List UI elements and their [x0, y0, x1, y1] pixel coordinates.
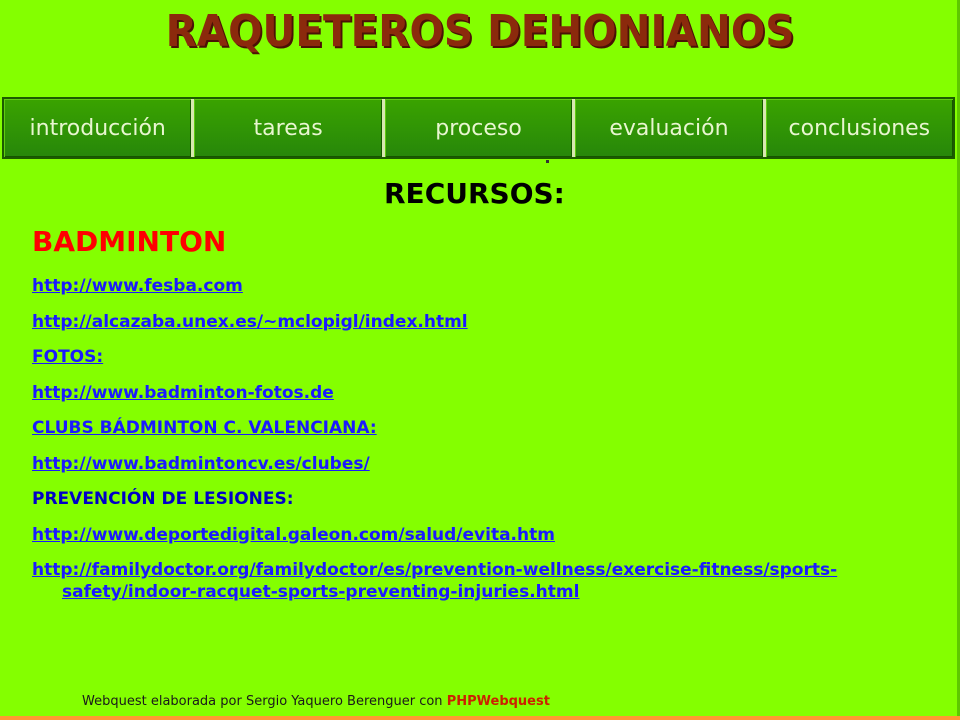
list-item	[32, 488, 932, 510]
decorative-dot	[546, 160, 549, 163]
footer-credit	[82, 694, 550, 709]
footer-text: Webquest elaborada por Sergio Yaquero Berenguer con	[82, 694, 447, 709]
list-item	[32, 453, 932, 475]
list-item	[32, 346, 932, 368]
main-nav	[2, 97, 955, 159]
list-item	[32, 417, 932, 439]
list-item	[32, 311, 932, 333]
nav-item-introduccion[interactable]: introducción	[4, 99, 194, 157]
nav-item-evaluacion[interactable]: evaluación	[575, 99, 765, 157]
nav-item-conclusiones[interactable]: conclusiones	[766, 99, 953, 157]
resource-link-fesba[interactable]: http://www.fesba.com	[32, 276, 243, 296]
list-item	[32, 559, 932, 603]
bottom-divider	[0, 716, 960, 720]
list-item	[32, 524, 932, 546]
nav-item-tareas[interactable]: tareas	[194, 99, 384, 157]
resource-link-badminton-fotos[interactable]: http://www.badminton-fotos.de	[32, 382, 334, 403]
section-title: RECURSOS:	[384, 177, 565, 210]
fotos-link[interactable]: FOTOS:	[32, 347, 104, 367]
prevencion-label: PREVENCIÓN DE LESIONES:	[32, 489, 294, 509]
resource-list	[32, 275, 932, 617]
list-item	[32, 275, 932, 297]
nav-item-proceso[interactable]: proceso	[385, 99, 575, 157]
site-title: RAQUETEROS DEHONIANOS	[165, 6, 795, 57]
category-heading: BADMINTON	[32, 225, 227, 258]
clubs-valenciana-link[interactable]: CLUBS BÁDMINTON C. VALENCIANA:	[32, 418, 377, 438]
resource-link-badmintoncv[interactable]: http://www.badmintoncv.es/clubes/	[32, 453, 370, 474]
list-item	[32, 382, 932, 404]
resource-link-alcazaba[interactable]: http://alcazaba.unex.es/~mclopigl/index.html	[32, 311, 468, 332]
resource-link-familydoctor[interactable]: http://familydoctor.org/familydoctor/es/prevention-wellness/exercise-fitness/sports-safety/indoor-racquet-sports-preventing-injuries.html	[32, 560, 838, 602]
resource-link-deportedigital[interactable]: http://www.deportedigital.galeon.com/salud/evita.htm	[32, 524, 555, 545]
phpwebquest-link[interactable]: PHPWebquest	[446, 694, 550, 709]
